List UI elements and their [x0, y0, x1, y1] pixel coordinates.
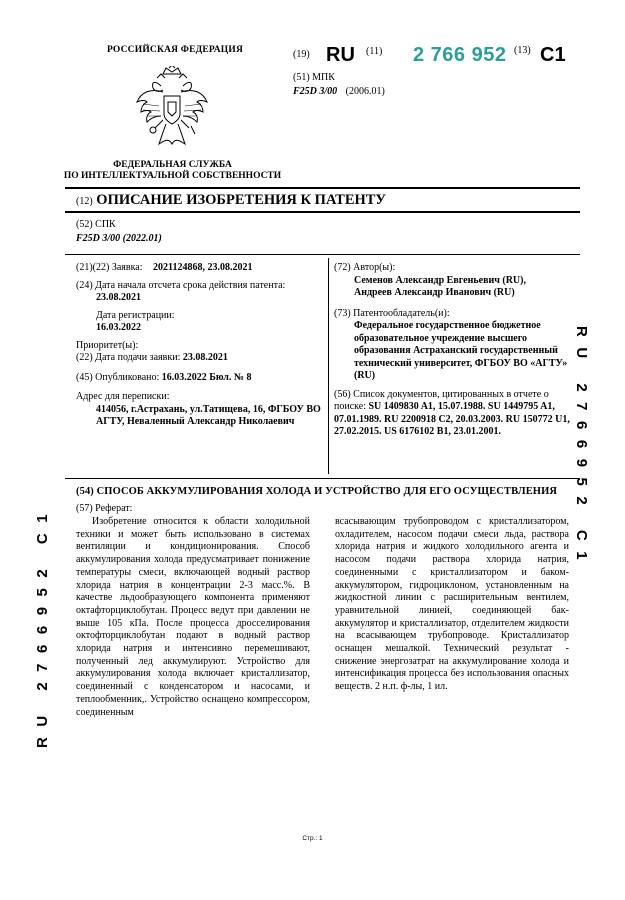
- code-13: (13): [514, 45, 531, 56]
- abstract-column-left: Изобретение относится к области холодильной техники и может быть использовано в системах вентиляции и кондиционирования. Способ аккумулирования холода предусматривает понижение температуры смеси, включающей водный раствор хлорида натрия в концентрации 2-3 масс.%. В качестве льдообразующего компонента применяют октафторциклобутан. Процесс ведут при давлении не выше 105 кПа. После процесса дросселирования октофторциклобутан подают в водный раствор хлорида натрия и интенсивно перемешивают, полученный лед аккумулируют. Устройство для аккумулирования холода включает кристаллизатор, соединенный с конденсатором и насосами, и теплообменник,. Устройство оснащено компрессором, соединенным: [76, 516, 310, 718]
- priority-label: Приоритет(ы):: [76, 339, 139, 351]
- code-11: (11): [366, 46, 383, 57]
- abstract-label: (57) Реферат:: [76, 503, 133, 514]
- abstract-column-right: всасывающим трубопроводом с кристаллизатором, охладителем, насосом подачи смеси льда, раствора хлорида натрия и жидкого холодильного агента и насосом подачи раствора хлорида натрия, соединенными с кристаллизатором и баком-аккумулятором, гидроциклоном, установленным на жидкостной линии с расширительным вентилем, уравнительной линией, соединяющей бак-аккумулятор и кристаллизатор, отделителем жидкости на всасывающем трубопроводе. Кристаллизатор оснащен мешалкой. Технический результат - снижение энергозатрат на аккумулирование холода и интенсификация процесса без использования опасных веществ. 2 н.п. ф-лы, 1 ил.: [335, 516, 569, 693]
- invention-title: (54) СПОСОБ АККУМУЛИРОВАНИЯ ХОЛОДА И УСТРОЙСТВО ДЛЯ ЕГО ОСУЩЕСТВЛЕНИЯ: [76, 486, 558, 497]
- published-row: [76, 372, 321, 385]
- authors-label: (72) Автор(ы):: [334, 262, 396, 273]
- patent-number: 2 766 952: [413, 44, 507, 66]
- code-19: (19): [293, 49, 310, 60]
- bibliographic-divider: [328, 258, 329, 474]
- ipc-class: F25D 3/00: [293, 86, 338, 97]
- author-1: Семенов Александр Евгеньевич (RU),: [354, 274, 526, 286]
- term-value: 23.08.2021: [96, 292, 141, 303]
- registration-label: Дата регистрации:: [96, 309, 175, 321]
- owner-value: Федеральное государственное бюджетное образовательное учреждение высшего образования Астраханский государственный технический университет, ФГБОУ ВО «АГТУ» (RU): [354, 320, 568, 381]
- title-code: (12): [76, 196, 93, 207]
- published-label: (45) Опубликовано:: [76, 371, 160, 383]
- cpc-value: F25D 3/00 (2022.01): [76, 233, 162, 244]
- title-rule-top: [65, 187, 580, 189]
- term-label: (24) Дата начала отсчета срока действия патента:: [76, 279, 286, 291]
- cited-docs: [334, 389, 582, 439]
- title-rule-bottom: [65, 211, 580, 213]
- invention-rule: [65, 478, 580, 479]
- application-label: (21)(22) Заявка:: [76, 262, 143, 273]
- agency-line-2: ПО ИНТЕЛЛЕКТУАЛЬНОЙ СОБСТВЕННОСТИ: [63, 171, 282, 181]
- cpc-rule: [65, 254, 580, 255]
- author-2: Андреев Александр Иванович (RU): [354, 287, 515, 298]
- registration-value: 16.03.2022: [96, 322, 141, 333]
- agency-line-1: ФЕДЕРАЛЬНАЯ СЛУЖБА: [113, 160, 232, 170]
- coat-of-arms-emblem: [133, 66, 211, 152]
- ipc-row: [293, 86, 385, 97]
- cited-docs-label: (56) Список документов, цитированных в отчете о поиске:: [334, 388, 549, 412]
- country-code: RU: [326, 44, 355, 66]
- filing-label: (22) Дата подачи заявки:: [76, 352, 181, 363]
- side-code-left: RU 2766952 C1: [34, 503, 51, 748]
- filing-row: [76, 352, 321, 365]
- ipc-version: (2006.01): [345, 86, 385, 97]
- application-value: 2021124868, 23.08.2021: [153, 262, 253, 273]
- title-text: ОПИСАНИЕ ИЗОБРЕТЕНИЯ К ПАТЕНТУ: [96, 192, 387, 208]
- agency-name: [55, 160, 290, 182]
- page-number: Стр.: 1: [302, 835, 323, 842]
- owner-label: (73) Патентообладатель(и):: [334, 307, 450, 319]
- bibliographic-right: [334, 262, 582, 439]
- bibliographic-left: [76, 262, 321, 429]
- side-code-right: RU 2766952 C1: [573, 326, 590, 571]
- country-heading: РОССИЙСКАЯ ФЕДЕРАЦИЯ: [106, 45, 244, 55]
- filing-value: 23.08.2021: [182, 352, 228, 363]
- address-label: Адрес для переписки:: [76, 391, 170, 402]
- published-value: 16.03.2022 Бюл. № 8: [161, 371, 252, 383]
- cpc-label: (52) СПК: [76, 219, 116, 230]
- application-row: [76, 262, 321, 275]
- document-title: [76, 192, 386, 209]
- kind-code: C1: [540, 44, 566, 66]
- address-value: 414056, г.Астрахань, ул.Татищева, 16, ФГБОУ ВО АГТУ, Неваленный Александр Николаевич: [96, 403, 321, 427]
- cited-docs-value: SU 1409830 A1, 15.07.1988. SU 1449795 A1, 07.01.1989. RU 2200918 C2, 20.03.2003. RU 150772 U1, 27.02.2015. US 6176102 B1, 23.01.2001.: [334, 401, 570, 437]
- ipc-label: (51) МПК: [293, 72, 335, 83]
